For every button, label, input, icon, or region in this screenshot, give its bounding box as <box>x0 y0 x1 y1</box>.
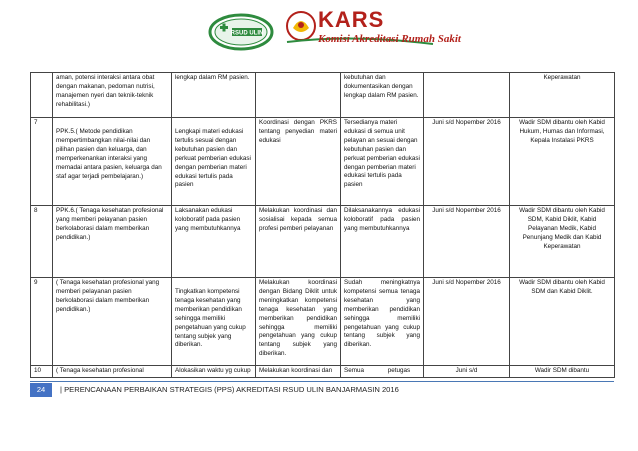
action-text: Lengkapi materi edukasi tertulis sesuai dengan kebutuhan pasien dan perkuat pemberian edukasi dengan pemberian materi edukasi tertulis pada pasien <box>175 128 251 189</box>
pic-cell: Keperawatan <box>510 73 615 118</box>
pic-cell: Wadir SDM dibantu oleh Kabid SDM dan Kabid Diklit. <box>510 278 615 366</box>
indicator-cell: Semua petugas <box>341 366 424 378</box>
indicator-cell: Tersedianya materi edukasi di semua unit pelayan an sesuai dengan kebutuhan pasien dan perkuat pemberian edukasi dengan pemberian materi edukasi tertulis pada pasien <box>341 118 424 206</box>
time-cell: Juni s/d Nopember 2016 <box>424 278 510 366</box>
time-cell <box>424 73 510 118</box>
rsud-ulin-logo <box>208 12 274 52</box>
row-number: 7 <box>31 118 53 206</box>
action-cell: lengkap dalam RM pasien. <box>172 73 256 118</box>
footer-title: | PERENCANAAN PERBAIKAN STRATEGIS (PPS) AKREDITASI RSUD ULIN BANJARMASIN 2016 <box>60 385 399 394</box>
issue-text: PPK.5.( Metode pendidikan mempertimbangkan nilai-nilai dan pilihan pasien dan keluarga, dan memperkenankan interaksi yang memadai antara pasien, keluarga dan staf agar terjadi pembelajaran.) <box>56 128 162 180</box>
kars-subtitle: Komisi Akreditasi Rumah Sakit <box>318 33 461 45</box>
indicator-cell: Sudah meningkatnya kompetensi semua tenaga kesehatan yang memberikan pendidikan sehingga memiliki pengetahuan yang cukup tentang subjek yang diberikan. <box>341 278 424 366</box>
action-cell <box>172 118 256 206</box>
pps-table <box>30 72 615 378</box>
activity-cell <box>256 73 341 118</box>
row-number: 9 <box>31 278 53 366</box>
action-cell: Alokasikan waktu yg cukup <box>172 366 256 378</box>
pic-cell: Wadir SDM dibantu <box>510 366 615 378</box>
table-row <box>31 366 615 378</box>
table-row <box>31 206 615 278</box>
row-number: 8 <box>31 206 53 278</box>
row-number: 10 <box>31 366 53 378</box>
footer-divider <box>30 381 614 382</box>
action-cell <box>172 278 256 366</box>
issue-cell: ( Tenaga kesehatan profesional <box>53 366 172 378</box>
issue-cell: aman, potensi interaksi antara obat dengan makanan, pedoman nutrisi, manajemen nyeri dan teknik-teknik rehabilitasi.) <box>53 73 172 118</box>
table-row <box>31 118 615 206</box>
activity-cell: Melakukan koordinasi dan sosialisai kepada semua profesi pemberi pelayanan <box>256 206 341 278</box>
page-footer <box>30 381 614 397</box>
activity-cell: Melakukan koordinasi dan <box>256 366 341 378</box>
pic-cell: Wadir SDM dibantu oleh Kabid Hukum, Humas dan Informasi, Kepala Instalasi PKRS <box>510 118 615 206</box>
issue-cell: ( Tenaga kesehatan profesional yang memberi pelayanan pasien berkolaborasi dalam memberikan pendidikan.) <box>53 278 172 366</box>
issue-cell <box>53 118 172 206</box>
action-cell: Laksanakan edukasi koloboratif pada pasien yang membutuhkannya <box>172 206 256 278</box>
svg-text:RSUD ULIN: RSUD ULIN <box>230 30 264 37</box>
time-cell: Juni s/d Nopember 2016 <box>424 118 510 206</box>
kars-title: KARS <box>318 7 385 32</box>
activity-cell: Koordinasi dengan PKRS tentang penyedian materi edukasi <box>256 118 341 206</box>
pic-cell: Wadir SDM dibantu oleh Kabid SDM, Kabid Diklit, Kabid Pelayanan Medik, Kabid Penunjang Medik dan Kabid Keperawatan <box>510 206 615 278</box>
page-number: 24 <box>30 383 52 397</box>
indicator-cell: kebutuhan dan dokumentasikan dengan lengkap dalam RM pasien. <box>341 73 424 118</box>
issue-cell: PPK.6.( Tenaga kesehatan profesional yang memberi pelayanan pasien berkolaborasi dalam memberikan pendidikan.) <box>53 206 172 278</box>
table-row <box>31 73 615 118</box>
activity-cell: Melakukan koordinasi dengan Bidang Diklit untuk meningkatkan kompetensi tenaga kesehatan yang memberikan pendidikan sehingga memiliki pengetahuan yang cukup tentang subjek yang diberikan. <box>256 278 341 366</box>
time-cell: Juni s/d Nopember 2016 <box>424 206 510 278</box>
indicator-cell: Dilaksanakannya edukasi koloboratif pada pasien yang membutuhkannya <box>341 206 424 278</box>
action-text: Tingkatkan kompetensi tenaga kesehatan yang memberikan pendidikan sehingga memiliki pengetahuan yang cukup tentang subjek yang diberikan. <box>175 288 246 349</box>
table-row <box>31 278 615 366</box>
row-number <box>31 73 53 118</box>
time-cell: Juni s/d <box>424 366 510 378</box>
